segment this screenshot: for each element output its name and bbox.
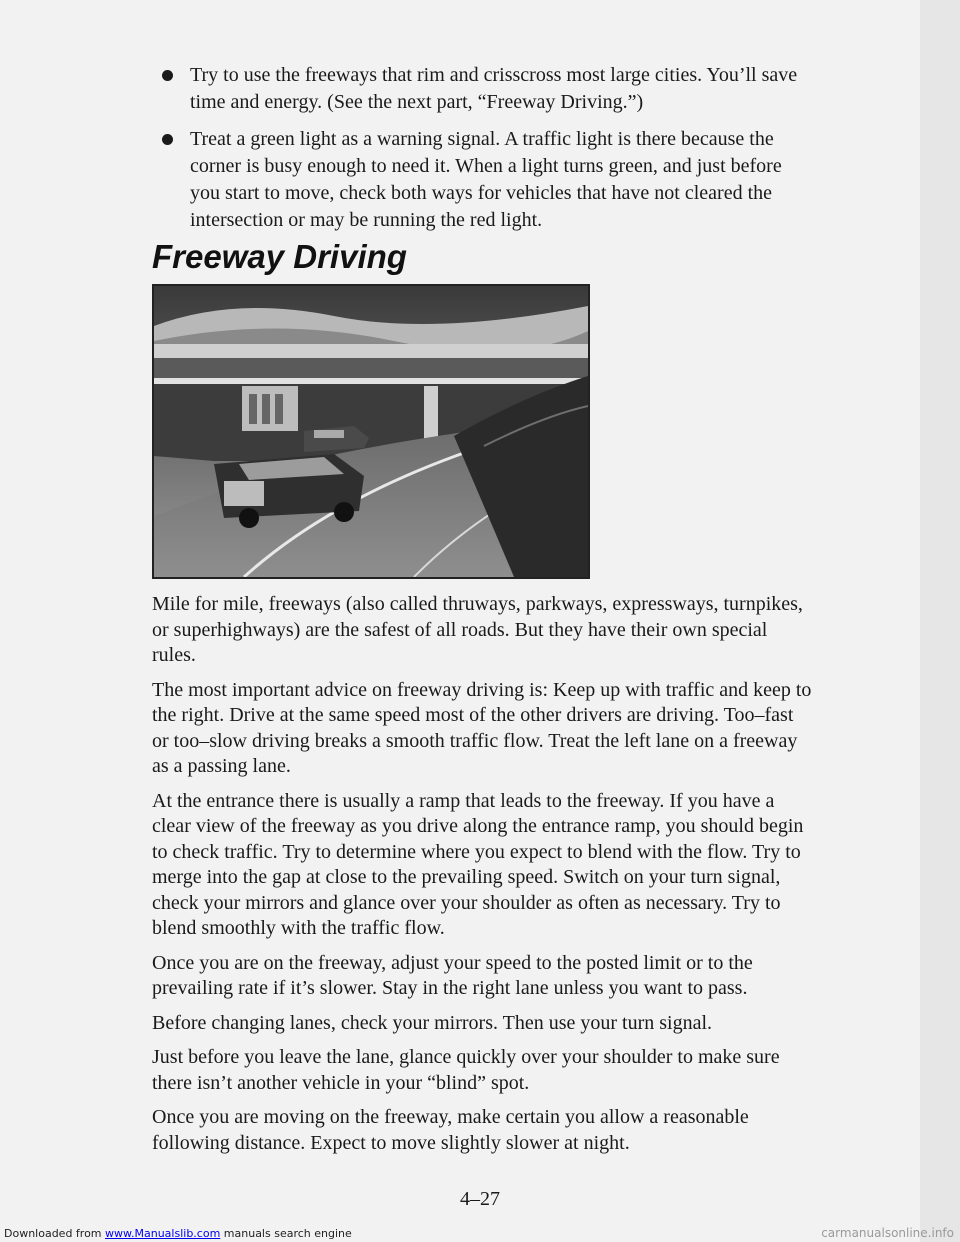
page-edge-shade [920, 0, 960, 1242]
bullet-text: Try to use the freeways that rim and crisscross most large cities. You’ll save time and energy. (See the next part, “Freeway Driving.”) [190, 64, 798, 113]
bullet-item [160, 62, 810, 116]
bullet-text: Treat a green light as a warning signal. A traffic light is there because the corner is busy enough to need it. When a light turns green, and just before you start to move, check both ways for vehicles that have not cleared the intersection or may be running the red light. [190, 128, 782, 231]
paragraph: Mile for mile, freeways (also called thruways, parkways, expressways, turnpikes, or superhighways) are the safest of all roads. But they have their own special rules. [152, 593, 803, 666]
freeway-overpass-illustration-icon [154, 286, 588, 577]
bullet-list [160, 62, 810, 244]
paragraph: Once you are on the freeway, adjust your speed to the posted limit or to the prevailing rate if it’s slower. Stay in the right lane unless you want to pass. [152, 951, 753, 999]
footer [0, 1226, 960, 1242]
manualslib-link[interactable]: www.Manualslib.com [105, 1227, 221, 1240]
paragraph: Once you are moving on the freeway, make certain you allow a reasonable following distance. Expect to move slightly slower at night. [152, 1106, 749, 1154]
page-number: 4–27 [460, 1188, 500, 1210]
footer-source [4, 1227, 352, 1240]
paragraph: The most important advice on freeway driving is: Keep up with traffic and keep to the right. Drive at the same speed most of the other drivers are driving. Too–fast or too–slow driving breaks a smooth traffic flow. Treat the left lane on a freeway as a passing lane. [152, 678, 812, 777]
footer-prefix: Downloaded from [4, 1227, 106, 1240]
bullet-dot-icon [162, 70, 173, 81]
watermark: carmanualsonline.info [821, 1226, 954, 1240]
bullet-item [160, 126, 810, 234]
paragraph: Just before you leave the lane, glance quickly over your shoulder to make sure there isn’t another vehicle in your “blind” spot. [152, 1046, 780, 1094]
footer-suffix: manuals search engine [220, 1227, 352, 1240]
freeway-illustration [152, 284, 590, 579]
section-heading: Freeway Driving [152, 238, 407, 275]
bullet-dot-icon [162, 134, 173, 145]
body-text [152, 592, 812, 1165]
paragraph: At the entrance there is usually a ramp that leads to the freeway. If you have a clear view of the freeway as you drive along the entrance ramp, you should begin to check traffic. Try to determine where you expect to blend with the flow. Try to merge into the gap at close to the prevailing speed. Switch on your turn signal, check your mirrors and glance over your shoulder as often as necessary. Try to blend smoothly with the traffic flow. [152, 789, 804, 939]
paragraph: Before changing lanes, check your mirrors. Then use your turn signal. [152, 1011, 713, 1034]
